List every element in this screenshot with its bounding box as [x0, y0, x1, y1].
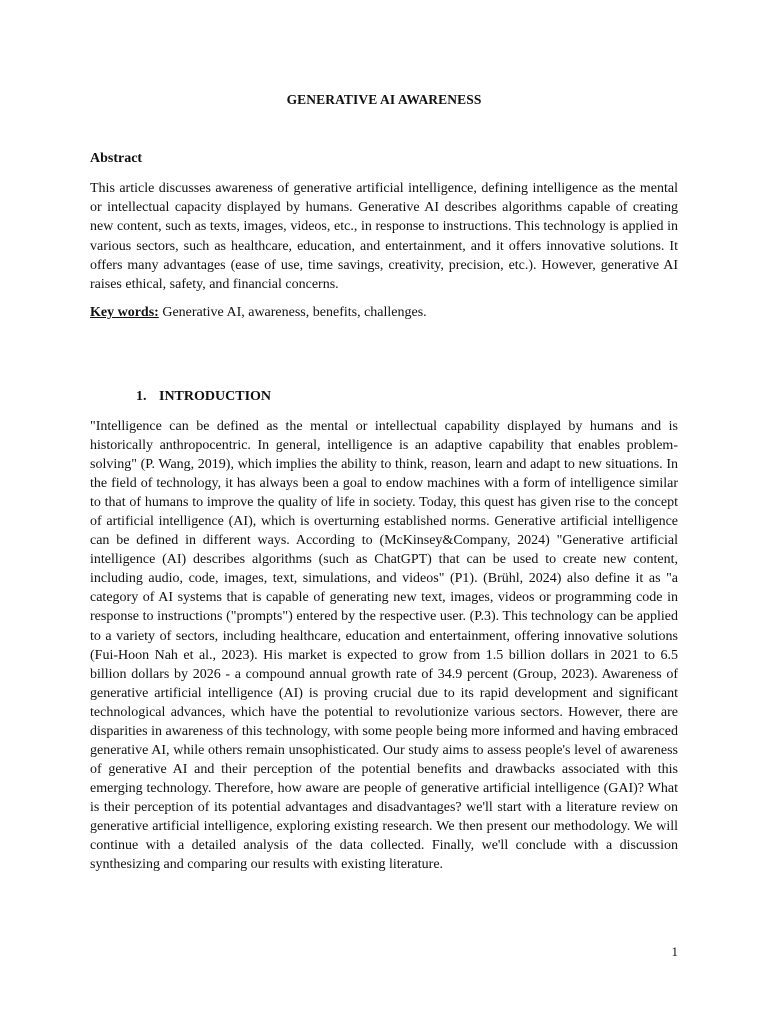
- section-number: 1.: [136, 389, 147, 404]
- document-title: GENERATIVE AI AWARENESS: [286, 92, 482, 107]
- section-heading-introduction: [136, 389, 271, 405]
- keywords-text: Generative AI, awareness, benefits, challenges.: [158, 305, 427, 320]
- section-title: INTRODUCTION: [159, 389, 272, 404]
- introduction-paragraph: "Intelligence can be defined as the mental or intellectual capability displayed by humans and is historically anthropocentric. In general, intelligence is an adaptive capability that enables problem-solving" (P. Wang, 2019), which implies the ability to think, reason, learn and adapt to new situations. In the field of technology, it has always been a goal to endow machines with a form of intelligence similar to that of humans to improve the quality of life in society. Today, this quest has given rise to the concept of artificial intelligence (AI), which is overturning established norms. Generative artificial intelligence can be defined in different ways. According to (McKinsey&Company, 2024) "Generative artificial intelligence (AI) describes algorithms (such as ChatGPT) that can be used to create new content, including audio, code, images, text, simulations, and videos" (P1). (Brühl, 2024) also define it as "a category of AI systems that is capable of generating new text, images, videos or programming code in response to instructions ("prompts") entered by the respective user. (P.3). This technology can be applied to a variety of sectors, including healthcare, education and entertainment, offering innovative solutions (Fui-Hoon Nah et al., 2023). His market is expected to grow from 1.5 billion dollars in 2021 to 6.5 billion dollars by 2026 - a compound annual growth rate of 34.9 percent (Group, 2023). Awareness of generative artificial intelligence (AI) is proving crucial due to its rapid development and significant technological advances, which have the potential to revolutionize various sectors. However, there are disparities in awareness of this technology, with some people being more informed and having embraced generative AI, while others remain unsophisticated. Our study aims to assess people's level of awareness of generative AI and their perception of the potential benefits and drawbacks associated with this emerging technology. Therefore, how aware are people of generative artificial intelligence (GAI)? What is their perception of its potential advantages and disadvantages? we'll start with a literature review on generative artificial intelligence, exploring existing research. We then present our methodology. We will continue with a detailed analysis of the data collected. Finally, we'll conclude with a discussion synthesizing and comparing our results with existing literature.: [90, 419, 678, 873]
- keywords-label: Key words:: [90, 305, 159, 320]
- page-number: 1: [671, 944, 678, 959]
- abstract-paragraph: This article discusses awareness of generative artificial intelligence, defining intelligence as the mental or intellectual capacity displayed by humans. Generative AI describes algorithms capable of creating new content, such as texts, images, videos, etc., in response to instructions. This technology is applied in various sectors, such as healthcare, education, and entertainment, and it offers innovative solutions. It offers many advantages (ease of use, time savings, creativity, precision, etc.). However, generative AI raises ethical, safety, and financial concerns.: [90, 181, 678, 293]
- abstract-heading: Abstract: [90, 151, 143, 166]
- keywords-line: [90, 303, 678, 322]
